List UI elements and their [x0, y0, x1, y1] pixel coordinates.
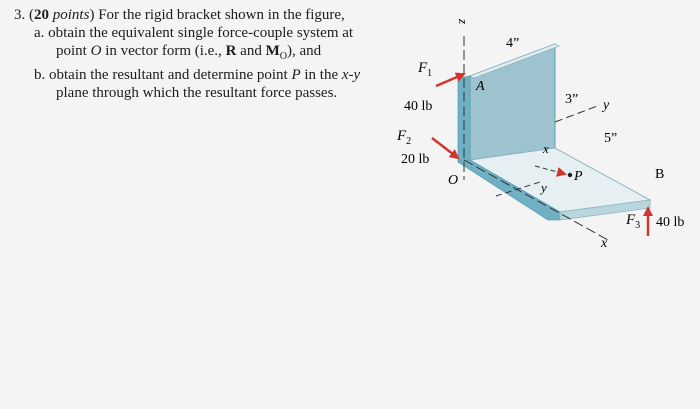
point-b-label: B [655, 167, 665, 182]
points-value: 20 [34, 7, 49, 23]
problem-intro: For the rigid bracket shown in the figure, [98, 7, 345, 23]
y-axis-label-right: y [603, 98, 610, 113]
part-a-end-text: ), and [286, 43, 322, 59]
f1-value: 40 lb [404, 99, 433, 114]
problem-line-1: 3. (20 points) For the rigid bracket shown in the figure, [14, 7, 345, 23]
xy-plane-symbol: x-y [341, 67, 361, 83]
point-p-dot [568, 173, 572, 177]
problem-number: 3. [14, 7, 26, 23]
points-word: points [52, 7, 90, 23]
x-axis-label-mid: x [543, 141, 549, 156]
part-b-line-2: plane through which the resultant force passes. [56, 85, 338, 101]
moment-symbol: M [265, 43, 280, 59]
y-axis-line-upper [555, 105, 600, 122]
part-b-text: b. obtain the resultant and determine point [34, 67, 288, 83]
f2-label: $F_2$ [397, 128, 412, 147]
resultant-symbol: R [225, 43, 237, 59]
f2-value: 20 lb [401, 152, 430, 167]
dimension-5in: 5” [604, 131, 618, 146]
moment-subscript: O [279, 51, 287, 62]
part-b-in-the-text: in the [304, 67, 339, 83]
z-axis-label: z [456, 19, 471, 25]
x-axis-label-bottom: x [601, 236, 608, 251]
f3-value: 40 lb [656, 215, 685, 230]
point-o-symbol: O [90, 43, 102, 59]
dimension-3in: 3” [565, 92, 579, 107]
and-text: and [240, 43, 262, 59]
force-f2-arrow [432, 138, 458, 158]
part-a-line-1: a. obtain the equivalent single force-couple system at [34, 25, 354, 41]
y-axis-label-mid: y [541, 180, 547, 195]
f1-label: $F_1$ [418, 60, 433, 79]
dimension-4in: 4” [506, 36, 520, 51]
point-a-label: A [476, 79, 485, 94]
part-a-point-text: point [56, 43, 87, 59]
part-a-vector-form-text: in vector form (i.e., [105, 43, 222, 59]
point-o-label: O [448, 173, 459, 188]
f3-label: $F_3$ [626, 212, 641, 231]
point-p-symbol: P [291, 67, 301, 83]
point-p-label: P [574, 169, 583, 184]
